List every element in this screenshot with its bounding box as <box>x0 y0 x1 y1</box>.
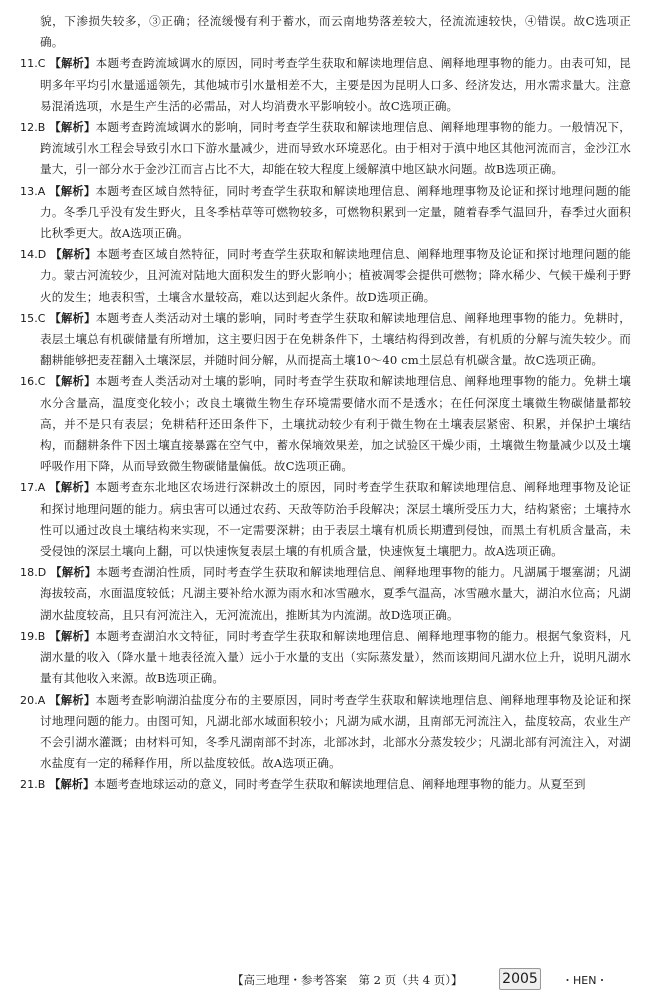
answer-text: 本题考查跨流域调水的影响，同时考查学生获取和解读地理信息、阐释地理事物的能力。一般情况下，跨流域引水工程会导致引水口下游水量减少，进而导致水环境恶化。由于相对于滇中地区其他河流而言，金沙江水量大，引一部分水于金沙江而言占比不大，却能在较大程度上缓解滇中地区缺水问题。故B选项正确。 <box>40 120 631 177</box>
analysis-tag: 【解析】 <box>49 629 96 643</box>
footer-label: 【高三地理・参考答案 第 2 页（共 4 页）】 <box>232 973 463 987</box>
intro-paragraph: 貌，下渗损失较多，③正确；径流缓慢有利于蓄水，而云南地势落差较大，径流流速较快，④错误。故C选项正确。 <box>40 14 631 50</box>
answer-number: 20.A <box>20 693 46 707</box>
answer-item <box>20 308 631 372</box>
answer-text: 本题考查跨流域调水的原因，同时考查学生获取和解读地理信息、阐释地理事物的能力。由表可知，昆明多年平均引水量遥遥领先，其他城市引水量相差不大，主要是因为昆明人口多、经济发达，用水需求量大。注意易混淆选项，水是生产生活的必需品，对人均消费水平影响较小。故C选项正确。 <box>40 56 631 113</box>
answer-text: 本题考查东北地区农场进行深耕改土的原因，同时考查学生获取和解读地理信息、阐释地理事物及论证和探讨地理问题的能力。病虫害可以通过农药、天敌等防治手段解决；深层土壤所受压力大，结构紧密；土壤持水性可以通过改良土壤结构来实现，不一定需要深耕；由于表层土壤有机质长期遭到侵蚀，而黑土有机质含量高，未受侵蚀的深层土壤向上翻，可以快速恢复表层土壤的有机质含量，快速恢复土壤肥力。故A选项正确。 <box>40 480 631 559</box>
answer-item <box>20 371 631 477</box>
answer-item <box>20 690 631 775</box>
analysis-tag: 【解析】 <box>49 778 95 792</box>
answer-text: 本题考查人类活动对土壤的影响，同时考查学生获取和解读地理信息、阐释地理事物的能力。免耕土壤水分含量高，温度变化较小；改良土壤微生物生存环境需要储水而不是透水；在任何深度土壤微生物碳储量都较高，并不是只有表层；免耕秸秆还田条件下，土壤扰动较少有利于微生物在土壤表层紧密、积累，并保护土壤结构，而翻耕条件下因土壤直接暴露在空气中，蓄水保墒效果差，加之试验区干燥少雨，土壤微生物量减少以及土壤呼吸作用下降，从而导致微生物碳储量偏低。故C选项正确。 <box>40 374 631 474</box>
answer-item <box>20 53 631 117</box>
analysis-tag: 【解析】 <box>49 184 96 198</box>
analysis-tag: 【解析】 <box>50 248 97 262</box>
answer-text: 本题考查区域自然特征，同时考查学生获取和解读地理信息、阐释地理事物及论证和探讨地理问题的能力。冬季几乎没有发生野火，且冬季枯草等可燃物较多，可燃物积累到一定量，随着春季气温回升，春季过火面积比秋季更大。故A选项正确。 <box>40 183 631 241</box>
answer-text: 本题考查湖泊水文特征，同时考查学生获取和解读地理信息、阐释地理事物的能力。根据气象资料，凡湖水量的收入（降水量＋地表径流入量）远小于水量的支出（实际蒸发量），然而该期间凡湖水位上升，说明凡湖水量有其他收入来源。故B选项正确。 <box>40 628 631 686</box>
analysis-tag: 【解析】 <box>50 566 97 580</box>
answer-text: 本题考查湖泊性质，同时考查学生获取和解读地理信息、阐释地理事物的能力。凡湖属于堰塞湖；凡湖海拔较高，水面温度较低；凡湖主要补给水源为雨水和冰雪融水，夏季气温高，冰雪融水量大，湖泊水位高；凡湖湖水盐度较高，且只有河流注入，无河流流出，推断其为内流湖。故D选项正确。 <box>40 565 631 622</box>
answer-text: 本题考查人类活动对土壤的影响，同时考查学生获取和解读地理信息、阐释地理事物的能力。免耕时，表层土壤总有机碳储量有所增加，这主要归因于在免耕条件下，土壤结构得到改善，有机质的分解与流失较少。而翻耕能够把麦茬翻入土壤深层，并随时间分解，从而提高土壤10～40 cm土层总有机碳含量。故C选项正确。 <box>40 310 631 368</box>
answer-item <box>20 181 631 245</box>
answer-item <box>20 562 631 626</box>
answer-item <box>20 244 631 308</box>
answer-number: 19.B <box>20 629 46 643</box>
answer-number: 14.D <box>20 248 47 262</box>
analysis-tag: 【解析】 <box>49 375 96 389</box>
analysis-tag: 【解析】 <box>49 121 96 135</box>
footer-code-box: 2005 <box>499 968 541 990</box>
answer-number: 16.C <box>20 375 46 389</box>
answer-item <box>20 477 631 562</box>
answer-number: 15.C <box>20 311 46 325</box>
answer-number: 13.A <box>20 184 46 198</box>
answer-text: 本题考查区域自然特征，同时考查学生获取和解读地理信息、阐释地理事物及论证和探讨地理问题的能力。蒙古河流较少，且河流对陆地大面积发生的野火影响小；植被凋零会提供可燃物；降水稀少、气候干燥利于野火的发生；地表积雪，土壤含水量较高，难以达到起火条件。故D选项正确。 <box>40 247 631 304</box>
answer-text: 本题考查影响湖泊盐度分布的主要原因，同时考查学生获取和解读地理信息、阐释地理事物及论证和探讨地理问题的能力。由图可知，凡湖北部水域面积较小；凡湖为咸水湖，且南部无河流注入，盐度较高，农业生产不会引湖水灌溉；由材料可知，冬季凡湖南部不封冻，北部冰封，北部水分蒸发较少；凡湖北部有河流注入，对湖水盐度有一定的稀释作用，所以盐度较低。故A选项正确。 <box>40 692 631 771</box>
footer-region: ・HEN・ <box>562 974 608 987</box>
analysis-tag: 【解析】 <box>49 481 96 495</box>
answer-number: 11.C <box>20 57 46 71</box>
answer-item <box>20 774 631 795</box>
page-footer <box>0 968 653 992</box>
analysis-tag: 【解析】 <box>49 693 96 707</box>
analysis-tag: 【解析】 <box>49 311 96 325</box>
answer-text: 本题考查地球运动的意义，同时考查学生获取和解读地理信息、阐释地理事物的能力。从夏至到 <box>94 777 586 792</box>
answer-number: 12.B <box>20 121 46 135</box>
answer-number: 18.D <box>20 566 47 580</box>
answer-list <box>20 53 631 795</box>
answer-number: 17.A <box>20 481 46 495</box>
analysis-tag: 【解析】 <box>49 57 96 71</box>
answer-item <box>20 626 631 690</box>
answer-number: 21.B <box>20 778 46 792</box>
answer-item <box>20 117 631 181</box>
